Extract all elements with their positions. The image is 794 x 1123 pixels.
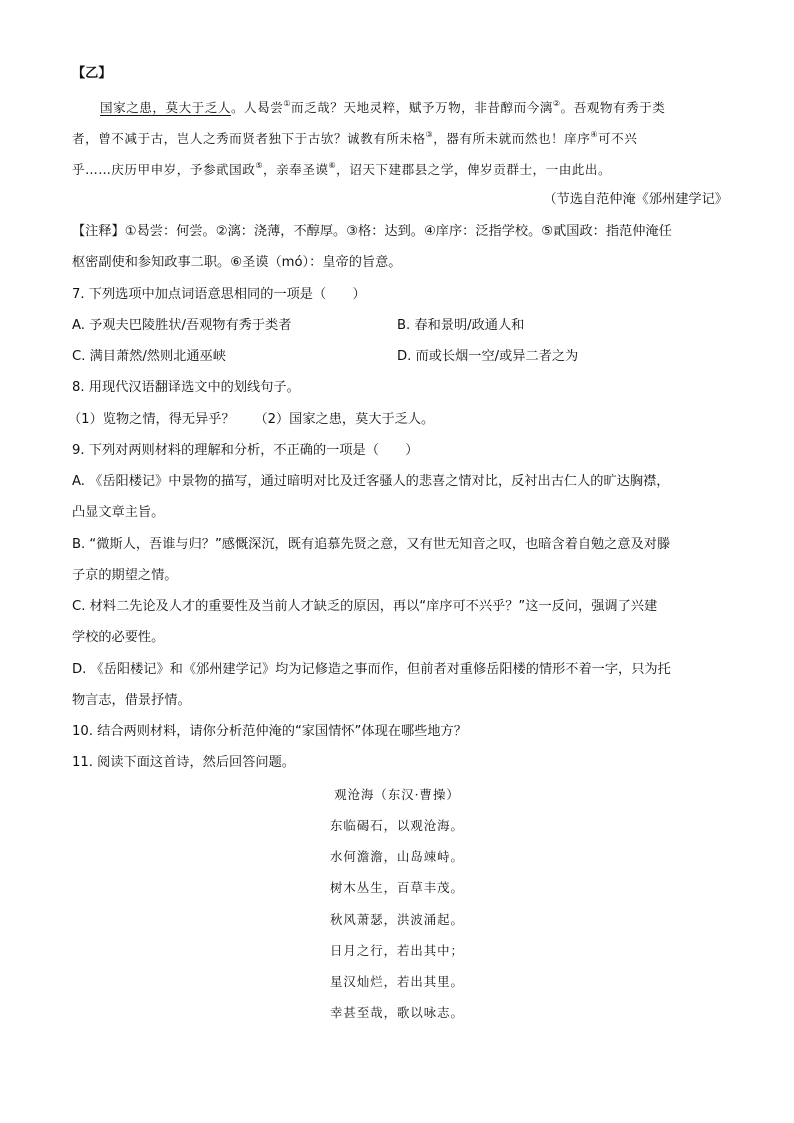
question-7-option-b: B. 春和景明/政通人和 [397,318,525,333]
question-9-option-c-line-1: C. 材料二先论及人才的重要性及当前人才缺乏的原因，再以“庠序可不兴乎？”这一反问，强调了兴建 [72,599,658,614]
question-9-option-b-line-2: 子京的期望之情。 [72,568,178,583]
question-7-stem: 7. 下列选项中加点词语意思相同的一项是（ ） [72,287,366,302]
question-9-option-d-line-2: 物言志，借景抒情。 [72,693,191,708]
question-9-option-d-line-1: D. 《岳阳楼记》和《邠州建学记》均为记修造之事而作，但前者对重修岳阳楼的情形不着一字，只为托 [72,662,671,677]
question-9-option-a-line-2: 凸显文章主旨。 [72,505,165,520]
question-9-option-b-line-1: B. “微斯人，吾谁与归？”感慨深沉，既有追慕先贤之意，又有世无知音之叹，也暗含着自勉之意及对滕 [72,537,671,552]
footnote-marker: ② [552,99,561,108]
poem-line: 幸甚至哉，歌以咏志。 [330,1005,464,1020]
notes-line-1: 【注释】①曷尝：何尝。②漓：浇薄，不醇厚。③格：达到。④庠序：泛指学校。⑤貳国政：指范仲淹任 [72,224,672,239]
question-7-option-a: A. 予观夫巴陵胜状/吾观物有秀于类者 [72,318,292,333]
question-9-option-a-line-1: A. 《岳阳楼记》中景物的描写，通过暗明对比及迁客骚人的悲喜之情对比，反衬出古仁人的旷达胸襟， [72,474,670,489]
footnote-marker: ① [283,99,291,108]
question-10: 10. 结合两则材料，请你分析范仲淹的“家国情怀”体现在哪些地方？ [72,724,467,739]
question-9-option-c-line-2: 学校的必要性。 [72,630,165,645]
footnote-marker: ⑤ [255,161,263,170]
poem-line: 日月之行，若出其中； [330,943,464,958]
passage-line-2: 者，曾不减于古，岂人之秀而贤者独下于古欤？诚教有所未格③，器有所未就而然也！庠序④可不兴 [72,130,638,146]
source-citation: （节选自范仲淹《邠州建学记》 [543,192,728,207]
footnote-marker: ③ [425,130,434,139]
poem-line: 树木丛生，百草丰茂。 [330,880,464,895]
question-11-stem: 11. 阅读下面这首诗，然后回答问题。 [72,755,295,770]
passage-line-3: 乎……庆历甲申岁，予参貮国政⑤，亲奉圣谟⑥，诏天下建郡县之学，俾岁贡群士，一由此出。 [72,161,612,177]
question-7-option-d: D. 而或长烟一空/或异二者之为 [397,349,579,364]
question-7-option-c: C. 满目萧然/然则北通巫峡 [72,349,226,364]
question-8-stem: 8. 用现代汉语翻译选文中的划线句子。 [72,380,300,395]
poem-title: 观沧海（东汉·曹操） [334,787,460,802]
poem-line: 星汉灿烂，若出其里。 [330,974,464,989]
notes-line-2: 枢密副使和参知政事二职。⑥圣谟（mó）：皇帝的旨意。 [72,255,402,270]
underlined-sentence: 国家之患，莫大于乏人 [100,100,231,115]
passage-line-1: 国家之患，莫大于乏人。人曷尝①而乏哉？天地灵粹，赋予万物，非昔醇而今漓②。吾观物有秀于类 [100,99,666,115]
question-8-items: （1）览物之情，得无异乎？ （2）国家之患，莫大于乏人。 [68,412,435,427]
section-label: 【乙】 [72,66,112,81]
footnote-marker: ⑥ [328,161,337,170]
footnote-marker: ④ [590,130,598,139]
poem-line: 东临碣石，以观沧海。 [330,818,464,833]
poem-line: 秋风萧瑟，洪波涌起。 [330,912,464,927]
question-9-stem: 9. 下列对两则材料的理解和分析，不正确的一项是（ ） [72,443,419,458]
poem-line: 水何澹澹，山岛竦峙。 [330,849,464,864]
